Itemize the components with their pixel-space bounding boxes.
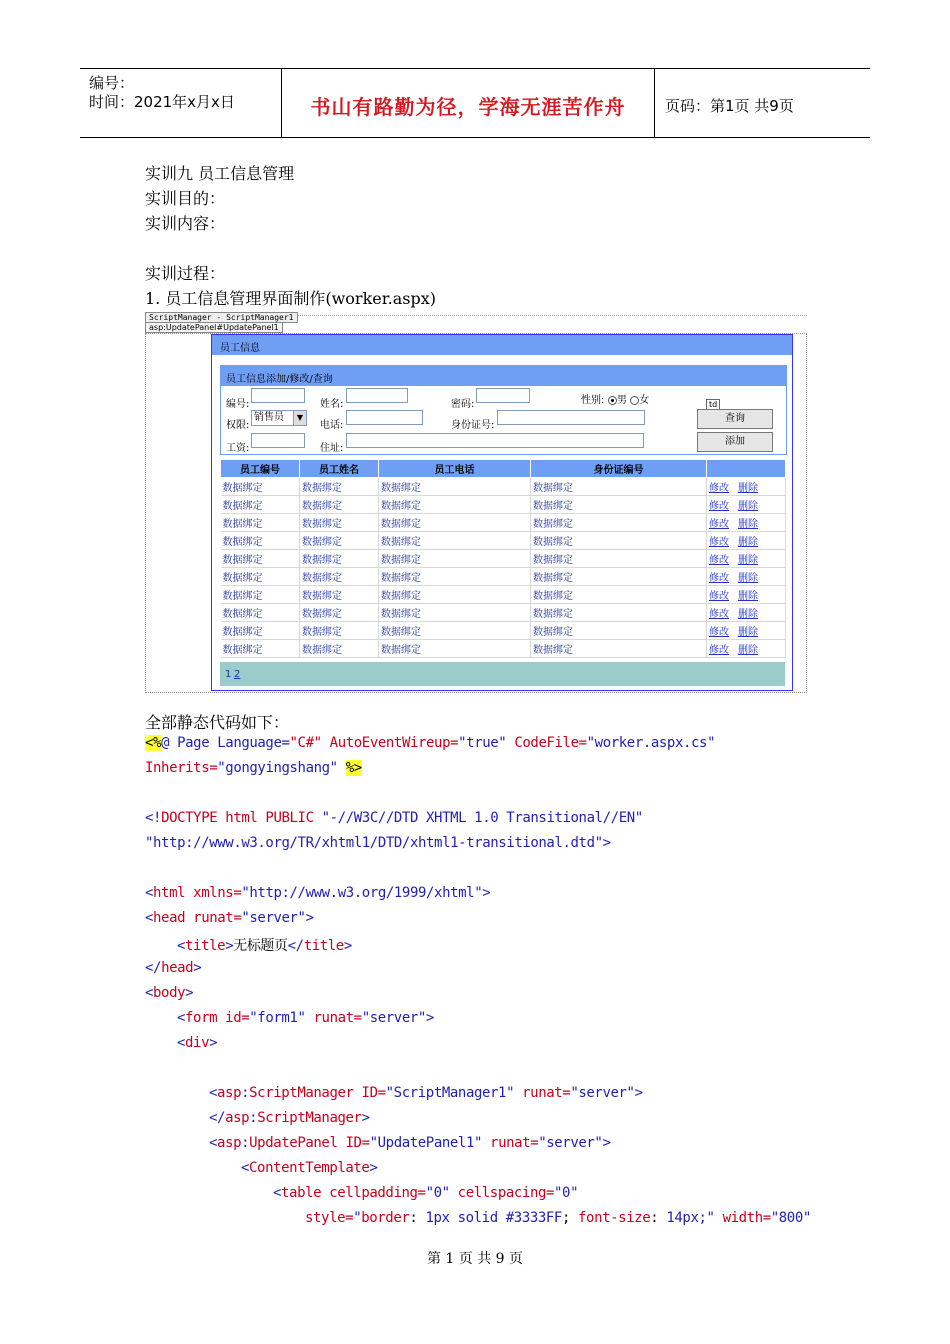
role-select[interactable] [251,410,307,426]
panel-title: 员工信息 [220,343,260,354]
table-row [221,640,786,658]
grid-actions-cell [707,640,786,658]
grid-cell: 数据绑定 [221,532,300,550]
query-button[interactable]: 查询 [697,409,773,429]
grid-cell: 数据绑定 [379,622,531,640]
phone-input[interactable] [346,410,423,425]
delete-link[interactable]: 删除 [738,501,758,512]
grid-actions-cell [707,496,786,514]
page-footer: 第 1 页 共 9 页 [426,1251,524,1267]
delete-link[interactable]: 删除 [738,555,758,566]
code-line-11: <div> [177,1035,218,1051]
grid-cell: 数据绑定 [379,568,531,586]
grid-cell: 数据绑定 [531,640,707,658]
employee-panel [211,334,793,691]
delete-link[interactable]: 删除 [738,591,758,602]
label-salary: 工资: [226,443,250,454]
edit-link[interactable]: 修改 [709,501,729,512]
pager-page-1[interactable]: 1 [225,669,232,680]
page-header [80,68,870,138]
add-button[interactable]: 添加 [697,432,773,452]
code-line-17: style="border: 1px solid #3333FF; font-size: 14px;" width="800" [305,1210,811,1226]
table-row [221,532,786,550]
code-line-1: <%@ Page Language="C#" AutoEventWireup="true" CodeFile="worker.aspx.cs" [145,735,716,751]
label-male: 男 [617,395,627,406]
edit-link[interactable]: 修改 [709,483,729,494]
designer-screenshot [145,312,807,694]
table-row [221,622,786,640]
grid-header-row [221,460,786,478]
table-row [221,514,786,532]
password-input[interactable] [476,388,530,403]
edit-link[interactable]: 修改 [709,573,729,584]
grid-cell: 数据绑定 [300,478,379,496]
code-line-14: <asp:UpdatePanel ID="UpdatePanel1" runat="server"> [209,1135,611,1151]
table-row [221,604,786,622]
lab-content: 实训内容： [145,214,226,233]
grid-cell: 数据绑定 [221,604,300,622]
code-line-16: <table cellpadding="0" cellspacing="0" [273,1185,579,1201]
role-selected-value: 销售员 [254,412,284,423]
grid-cell: 数据绑定 [300,496,379,514]
idcard-input[interactable] [497,410,645,425]
label-name: 姓名: [320,399,344,410]
code-line-7: <title>无标题页</title> [177,938,352,954]
delete-link[interactable]: 删除 [738,627,758,638]
address-input[interactable] [346,433,644,448]
header-meta-cell [80,69,282,137]
script-manager-tag: ScriptManager - ScriptManager1 [145,312,298,323]
grid-cell: 数据绑定 [531,568,707,586]
grid-cell: 数据绑定 [300,532,379,550]
grid-cell: 数据绑定 [379,586,531,604]
code-line-3: <!DOCTYPE html PUBLIC "-//W3C//DTD XHTML 1.0 Transitional//EN" [145,810,643,826]
lab-purpose: 实训目的： [145,189,226,208]
code-line-10: <form id="form1" runat="server"> [177,1010,434,1026]
td-tag: td [706,399,720,410]
table-row [221,550,786,568]
header-employee-phone: 员工电话 [379,460,531,478]
grid-actions-cell [707,478,786,496]
label-address: 住址: [320,443,344,454]
edit-link[interactable]: 修改 [709,609,729,620]
grid-cell: 数据绑定 [379,604,531,622]
grid-cell: 数据绑定 [221,514,300,532]
employee-form [220,365,787,455]
grid-cell: 数据绑定 [379,550,531,568]
table-row [221,568,786,586]
salary-input[interactable] [251,433,305,448]
page-info: 页码：第1页 共9页 [665,97,794,115]
grid-cell: 数据绑定 [300,514,379,532]
grid-cell: 数据绑定 [221,496,300,514]
grid-cell: 数据绑定 [379,640,531,658]
motto: 书山有路勤为径，学海无涯苦作舟 [310,95,626,119]
lab-process: 实训过程： [145,264,226,283]
heading-lab9: 实训九 员工信息管理 [145,164,295,183]
step-1: 1. 员工信息管理界面制作(worker.aspx) [145,289,436,308]
label-gender: 性别: [581,395,605,406]
grid-cell: 数据绑定 [221,568,300,586]
grid-actions-cell [707,550,786,568]
delete-link[interactable]: 删除 [738,573,758,584]
grid-actions-cell [707,514,786,532]
label-phone: 电话: [320,420,344,431]
code-line-12: <asp:ScriptManager ID="ScriptManager1" runat="server"> [209,1085,643,1101]
grid-actions-cell [707,604,786,622]
edit-link[interactable]: 修改 [709,519,729,530]
delete-link[interactable]: 删除 [738,537,758,548]
grid-cell: 数据绑定 [221,586,300,604]
grid-cell: 数据绑定 [300,622,379,640]
code-line-13: </asp:ScriptManager> [209,1110,370,1126]
delete-link[interactable]: 删除 [738,483,758,494]
pager-page-2[interactable]: 2 [234,669,241,680]
designer-top-line [295,315,807,316]
grid-cell: 数据绑定 [300,550,379,568]
edit-link[interactable]: 修改 [709,555,729,566]
grid-pager [220,662,785,686]
grid-cell: 数据绑定 [531,514,707,532]
code-line-9: <body> [145,985,194,1001]
grid-cell: 数据绑定 [379,514,531,532]
panel-title-bar [212,335,792,355]
gender-radio-group [608,391,649,406]
code-line-5: <html xmlns="http://www.w3.org/1999/xhtml"> [145,885,491,901]
header-employee-id: 员工编号 [221,460,300,478]
label-idcard: 身份证号: [451,420,495,431]
header-page-cell [655,69,870,137]
edit-link[interactable]: 修改 [709,627,729,638]
edit-link[interactable]: 修改 [709,537,729,548]
grid-cell: 数据绑定 [379,532,531,550]
code-line-4: "http://www.w3.org/TR/xhtml1/DTD/xhtml1-transitional.dtd"> [145,835,611,851]
delete-link[interactable]: 删除 [738,645,758,656]
static-code-intro: 全部静态代码如下： [145,713,290,732]
name-input[interactable] [346,388,408,403]
id-input[interactable] [251,388,305,403]
header-actions [707,460,786,478]
code-line-6: <head runat="server"> [145,910,314,926]
female-radio[interactable] [630,396,639,405]
grid-cell: 数据绑定 [300,640,379,658]
label-role: 权限: [226,420,250,431]
grid-cell: 数据绑定 [531,532,707,550]
number-label: 编号： [89,74,135,92]
label-id: 编号: [226,399,250,410]
form-title-bar [221,366,786,386]
grid-cell: 数据绑定 [531,550,707,568]
table-row [221,496,786,514]
grid-cell: 数据绑定 [531,496,707,514]
table-row [221,478,786,496]
edit-link[interactable]: 修改 [709,591,729,602]
code-line-2: Inherits="gongyingshang" %> [145,760,362,776]
grid-cell: 数据绑定 [531,586,707,604]
label-female: 女 [639,395,650,406]
time-label: 时间：2021年x月x日 [89,93,235,111]
header-idcard-number: 身份证编号 [531,460,707,478]
grid-cell: 数据绑定 [221,550,300,568]
delete-link[interactable]: 删除 [738,609,758,620]
grid-actions-cell [707,568,786,586]
update-panel-tag: asp:UpdatePanel#UpdatePanel1 [145,322,283,333]
grid-cell: 数据绑定 [221,640,300,658]
grid-cell: 数据绑定 [531,604,707,622]
code-line-15: <ContentTemplate> [241,1160,378,1176]
form-title: 员工信息添加/修改/查询 [226,374,333,385]
edit-link[interactable]: 修改 [709,645,729,656]
grid-cell: 数据绑定 [531,622,707,640]
grid-cell: 数据绑定 [300,604,379,622]
grid-cell: 数据绑定 [300,586,379,604]
grid-cell: 数据绑定 [379,496,531,514]
male-radio[interactable] [608,396,617,405]
header-employee-name: 员工姓名 [300,460,379,478]
delete-link[interactable]: 删除 [738,519,758,530]
header-motto-cell [282,69,655,137]
table-row [221,586,786,604]
grid-body [221,478,786,658]
grid-cell: 数据绑定 [221,622,300,640]
grid-actions-cell [707,532,786,550]
label-password: 密码: [451,399,475,410]
grid-cell: 数据绑定 [300,568,379,586]
code-line-8: </head> [145,960,202,976]
chevron-down-icon: ▼ [293,411,306,425]
grid-actions-cell [707,586,786,604]
grid-actions-cell [707,622,786,640]
grid-cell: 数据绑定 [221,478,300,496]
grid-cell: 数据绑定 [531,478,707,496]
employee-grid [220,459,786,658]
grid-cell: 数据绑定 [379,478,531,496]
